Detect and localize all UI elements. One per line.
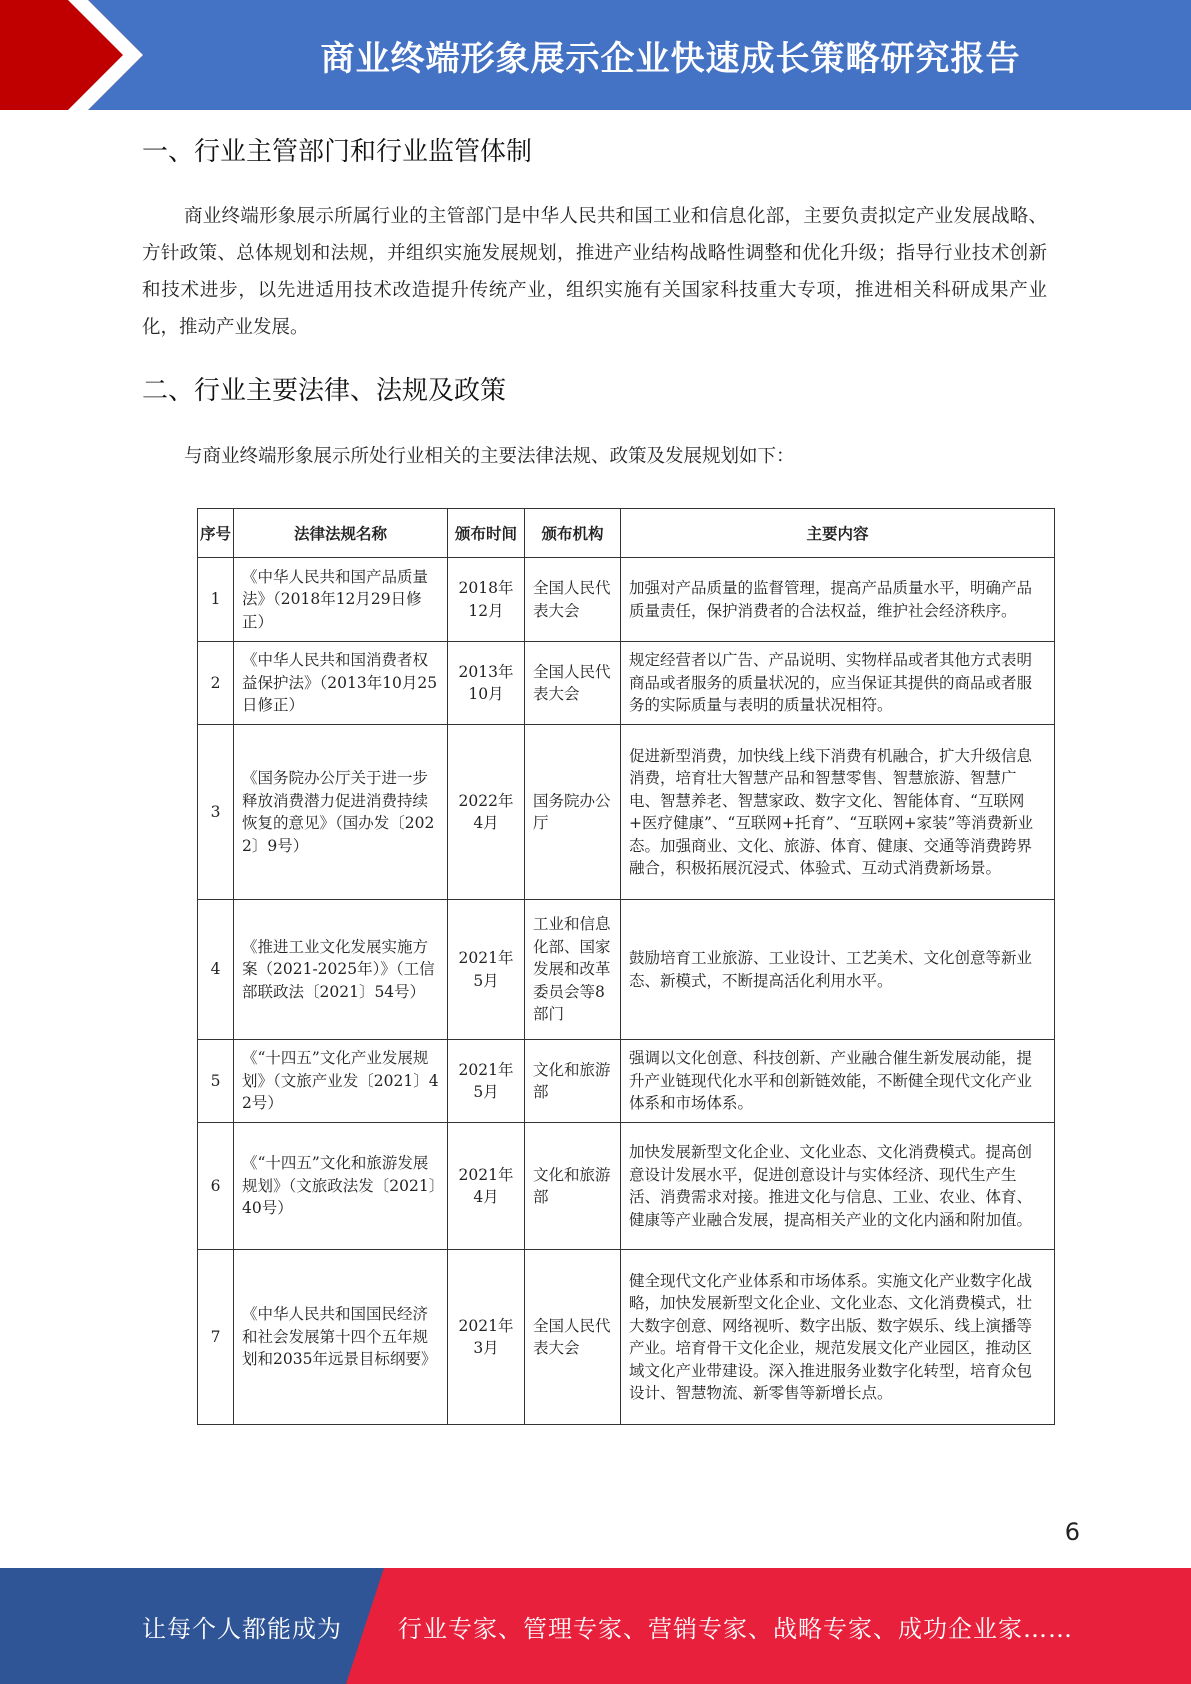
cell-date: 2013年10月 <box>448 642 525 725</box>
cell-org: 全国人民代表大会 <box>525 1250 621 1425</box>
footer-slogan-left: 让每个人都能成为 <box>142 1614 342 1643</box>
cell-no: 3 <box>198 725 234 900</box>
section-heading-laws: 二、行业主要法律、法规及政策 <box>142 376 507 406</box>
table-intro: 与商业终端形象展示所处行业相关的主要法律法规、政策及发展规划如下： <box>184 446 795 467</box>
policy-table-wrapper <box>197 508 1054 1425</box>
table-row <box>198 725 1055 900</box>
cell-content: 健全现代文化产业体系和市场体系。实施文化产业数字化战略，加快发展新型文化企业、文化业态、文化消费模式，壮大数字创意、网络视听、数字出版、数字娱乐、线上演播等产业。培育骨干文化企业，规范发展文化产业园区，推动区域文化产业带建设。深入推进服务业数字化转型，培育众包设计、智慧物流、新零售等新增长点。 <box>621 1250 1055 1425</box>
cell-content: 鼓励培育工业旅游、工业设计、工艺美术、文化创意等新业态、新模式，不断提高活化利用水平。 <box>621 900 1055 1040</box>
cell-date: 2021年3月 <box>448 1250 525 1425</box>
cell-org: 文化和旅游部 <box>525 1040 621 1123</box>
cell-content: 规定经营者以广告、产品说明、实物样品或者其他方式表明商品或者服务的质量状况的，应当保证其提供的商品或者服务的实际质量与表明的质量状况相符。 <box>621 642 1055 725</box>
header-cell-date: 颁布时间 <box>448 509 525 558</box>
cell-date: 2021年5月 <box>448 900 525 1040</box>
table-header-row <box>198 509 1055 558</box>
policy-table <box>197 508 1055 1425</box>
cell-content: 促进新型消费，加快线上线下消费有机融合，扩大升级信息消费，培育壮大智慧产品和智慧零售、智慧旅游、智慧广电、智慧养老、智慧家政、数字文化、智能体育、“互联网+医疗健康”、“互联网+托育”、“互联网+家装”等消费新业态。加强商业、文化、旅游、体育、健康、交通等消费跨界融合，积极拓展沉浸式、体验式、互动式消费新场景。 <box>621 725 1055 900</box>
cell-name: 《“十四五”文化产业发展规划》（文旅产业发〔2021〕42号） <box>234 1040 448 1123</box>
table-row <box>198 558 1055 642</box>
page-number: 6 <box>1064 1518 1080 1546</box>
cell-date: 2022年4月 <box>448 725 525 900</box>
section-paragraph-regulator: 商业终端形象展示所属行业的主管部门是中华人民共和国工业和信息化部，主要负责拟定产业发展战略、方针政策、总体规划和法规，并组织实施发展规划，推进产业结构战略性调整和优化升级；指导行业技术创新和技术进步，以先进适用技术改造提升传统产业，组织实施有关国家科技重大专项，推进相关科研成果产业化，推动产业发展。 <box>142 206 1047 338</box>
cell-content: 加快发展新型文化企业、文化业态、文化消费模式。提高创意设计发展水平，促进创意设计与实体经济、现代生产生活、消费需求对接。推进文化与信息、工业、农业、体育、健康等产业融合发展，提高相关产业的文化内涵和附加值。 <box>621 1123 1055 1250</box>
cell-org: 国务院办公厅 <box>525 725 621 900</box>
cell-org: 全国人民代表大会 <box>525 558 621 642</box>
header-cell-no: 序号 <box>198 509 234 558</box>
header-chevron-icon <box>0 0 160 110</box>
cell-org: 工业和信息化部、国家发展和改革委员会等8部门 <box>525 900 621 1040</box>
table-row <box>198 1250 1055 1425</box>
cell-name: 《国务院办公厅关于进一步释放消费潜力促进消费持续恢复的意见》（国办发〔2022〕9号） <box>234 725 448 900</box>
cell-org: 文化和旅游部 <box>525 1123 621 1250</box>
footer-slogan-right: 行业专家、管理专家、营销专家、战略专家、成功企业家…… <box>398 1614 1073 1643</box>
section-heading-regulator: 一、行业主管部门和行业监管体制 <box>142 137 533 167</box>
cell-no: 6 <box>198 1123 234 1250</box>
header-cell-content: 主要内容 <box>621 509 1055 558</box>
table-row <box>198 1123 1055 1250</box>
footer-banner <box>0 1568 1191 1684</box>
cell-content: 强调以文化创意、科技创新、产业融合催生新发展动能，提升产业链现代化水平和创新链效能，不断健全现代文化产业体系和市场体系。 <box>621 1040 1055 1123</box>
header-banner <box>0 0 1191 110</box>
table-row <box>198 900 1055 1040</box>
cell-no: 7 <box>198 1250 234 1425</box>
cell-name: 《推进工业文化发展实施方案（2021-2025年）》（工信部联政法〔2021〕54号） <box>234 900 448 1040</box>
report-title: 商业终端形象展示企业快速成长策略研究报告 <box>320 38 1021 79</box>
cell-org: 全国人民代表大会 <box>525 642 621 725</box>
cell-date: 2018年12月 <box>448 558 525 642</box>
header-cell-name: 法律法规名称 <box>234 509 448 558</box>
cell-name: 《中华人民共和国国民经济和社会发展第十四个五年规划和2035年远景目标纲要》 <box>234 1250 448 1425</box>
cell-no: 2 <box>198 642 234 725</box>
table-row <box>198 642 1055 725</box>
header-cell-org: 颁布机构 <box>525 509 621 558</box>
cell-name: 《中华人民共和国产品质量法》（2018年12月29日修正） <box>234 558 448 642</box>
cell-no: 1 <box>198 558 234 642</box>
cell-date: 2021年4月 <box>448 1123 525 1250</box>
cell-no: 5 <box>198 1040 234 1123</box>
cell-content: 加强对产品质量的监督管理，提高产品质量水平，明确产品质量责任，保护消费者的合法权益，维护社会经济秩序。 <box>621 558 1055 642</box>
cell-name: 《中华人民共和国消费者权益保护法》（2013年10月25日修正） <box>234 642 448 725</box>
cell-no: 4 <box>198 900 234 1040</box>
table-row <box>198 1040 1055 1123</box>
cell-date: 2021年5月 <box>448 1040 525 1123</box>
cell-name: 《“十四五”文化和旅游发展规划》（文旅政法发〔2021〕40号） <box>234 1123 448 1250</box>
